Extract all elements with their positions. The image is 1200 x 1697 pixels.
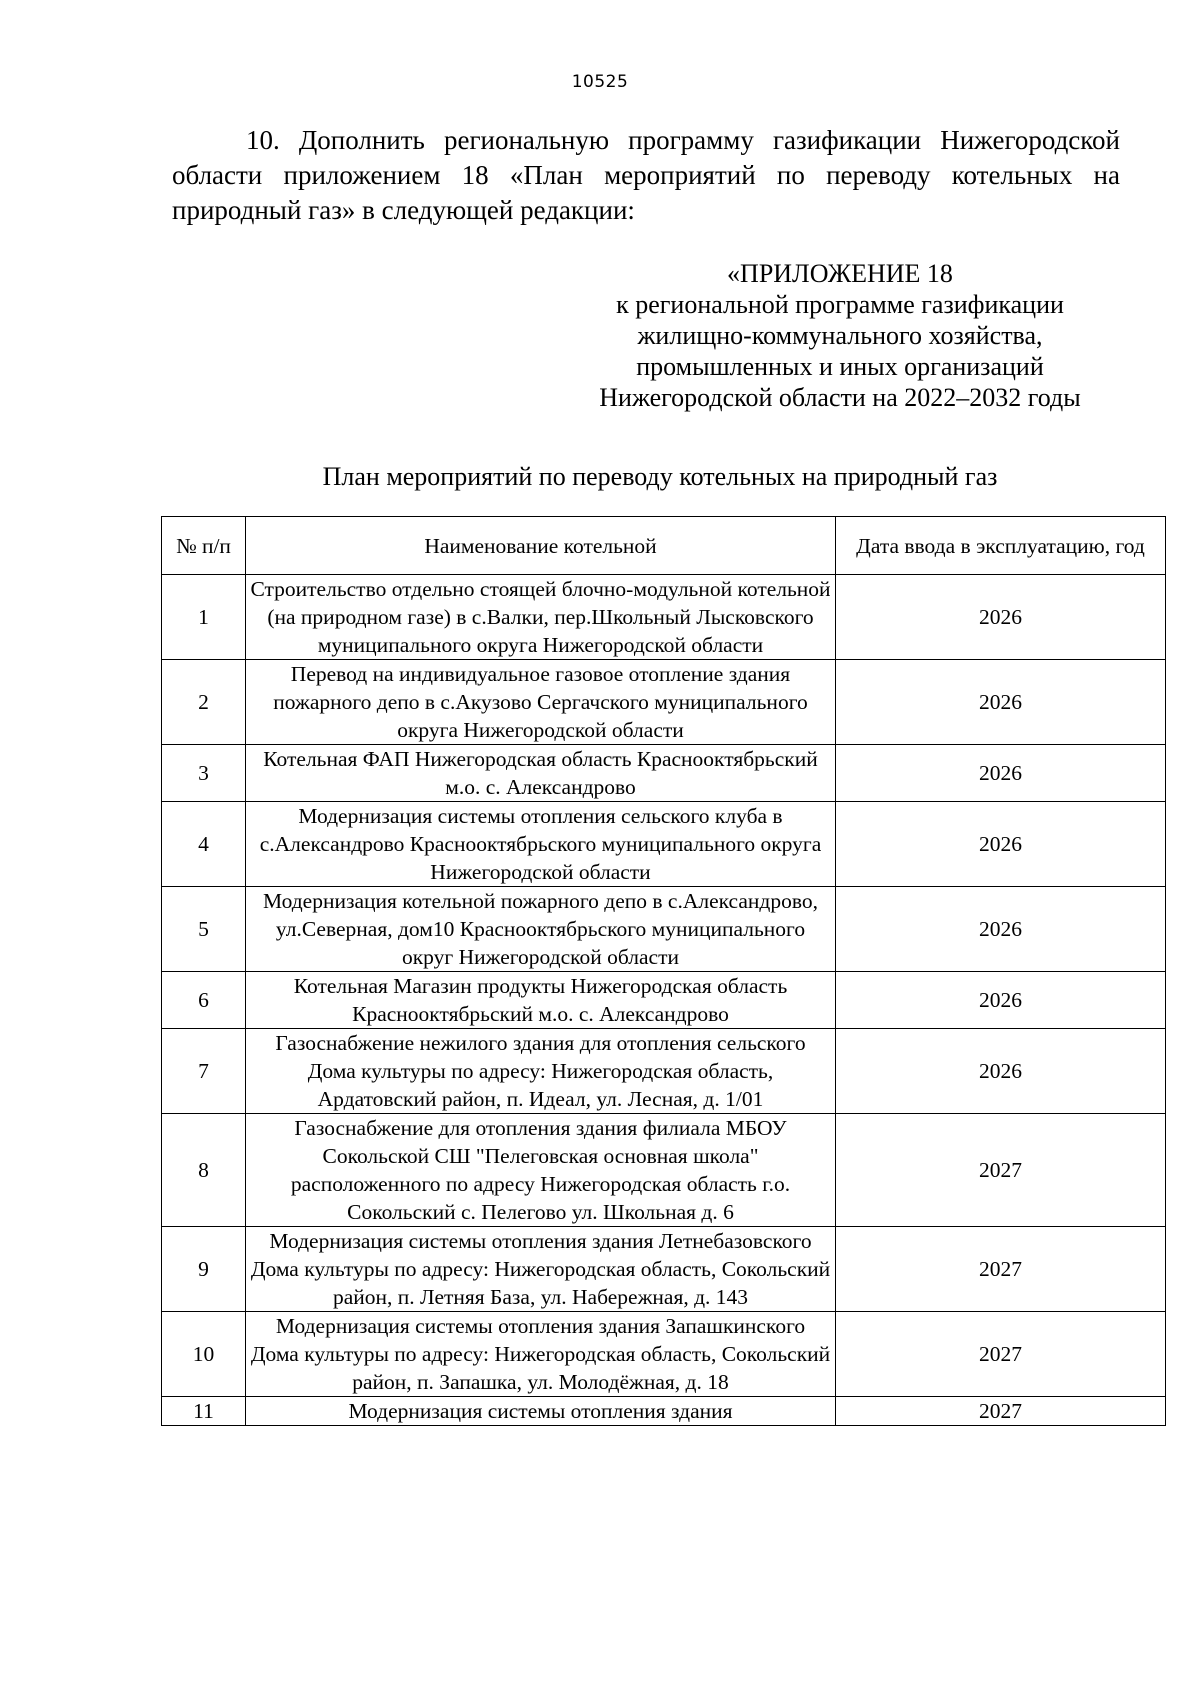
row-boiler-name: Газоснабжение для отопления здания филиала МБОУ Сокольской СШ "Пелеговская основная школа" расположенного по адресу Нижегородская область г.о. Сокольский с. Пелегово ул. Школьная д. 6 <box>246 1114 836 1227</box>
appendix-line: жилищно-коммунального хозяйства, <box>637 321 1043 350</box>
row-number: 8 <box>162 1114 246 1227</box>
row-year: 2027 <box>836 1227 1166 1312</box>
table-row <box>162 1227 1166 1312</box>
row-year: 2026 <box>836 887 1166 972</box>
table-row <box>162 575 1166 660</box>
table-header-row <box>162 517 1166 575</box>
row-boiler-name: Котельная ФАП Нижегородская область Краснооктябрьский м.о. с. Александрово <box>246 745 836 802</box>
intro-paragraph: 10. Дополнить региональную программу газификации Нижегородской области приложением 18 «План мероприятий по переводу котельных на природный газ» в следующей редакции: <box>172 125 1120 225</box>
row-number: 7 <box>162 1029 246 1114</box>
boiler-plan-table <box>161 516 1166 1426</box>
row-number: 4 <box>162 802 246 887</box>
header-number: № п/п <box>162 517 246 575</box>
row-number: 5 <box>162 887 246 972</box>
row-number: 1 <box>162 575 246 660</box>
appendix-line: промышленных и иных организаций <box>636 352 1044 381</box>
row-boiler-name: Газоснабжение нежилого здания для отопления сельского Дома культуры по адресу: Нижегородская область, Ардатовский район, п. Идеал, ул. Лесная, д. 1/01 <box>246 1029 836 1114</box>
row-number: 9 <box>162 1227 246 1312</box>
appendix-line: Нижегородской области на 2022–2032 годы <box>599 383 1081 412</box>
table-row <box>162 1312 1166 1397</box>
header-boiler-name: Наименование котельной <box>246 517 836 575</box>
header-commission-date: Дата ввода в эксплуатацию, год <box>836 517 1166 575</box>
table-row <box>162 1114 1166 1227</box>
table-row <box>162 1029 1166 1114</box>
row-number: 11 <box>162 1397 246 1426</box>
table-title: План мероприятий по переводу котельных на природный газ <box>322 462 998 491</box>
row-boiler-name: Перевод на индивидуальное газовое отопление здания пожарного депо в с.Акузово Сергачского муниципального округа Нижегородской области <box>246 660 836 745</box>
page-number: 10525 <box>571 72 629 92</box>
table-row <box>162 1397 1166 1426</box>
row-year: 2026 <box>836 972 1166 1029</box>
row-number: 6 <box>162 972 246 1029</box>
table-row <box>162 972 1166 1029</box>
table-row <box>162 887 1166 972</box>
row-boiler-name: Котельная Магазин продукты Нижегородская область Краснооктябрьский м.о. с. Александрово <box>246 972 836 1029</box>
row-year: 2027 <box>836 1312 1166 1397</box>
row-year: 2026 <box>836 1029 1166 1114</box>
table-row <box>162 660 1166 745</box>
table-row <box>162 745 1166 802</box>
row-boiler-name: Модернизация системы отопления сельского клуба в с.Александрово Краснооктябрьского муниципального округа Нижегородской области <box>246 802 836 887</box>
row-number: 2 <box>162 660 246 745</box>
row-number: 10 <box>162 1312 246 1397</box>
row-boiler-name: Модернизация системы отопления здания <box>246 1397 836 1426</box>
row-number: 3 <box>162 745 246 802</box>
appendix-header <box>570 258 1110 413</box>
row-year: 2026 <box>836 802 1166 887</box>
row-year: 2027 <box>836 1397 1166 1426</box>
table-body <box>162 575 1166 1426</box>
row-boiler-name: Строительство отдельно стоящей блочно-модульной котельной (на природном газе) в с.Валки, пер.Школьный Лысковского муниципального округа Нижегородской области <box>246 575 836 660</box>
row-year: 2027 <box>836 1114 1166 1227</box>
row-year: 2026 <box>836 575 1166 660</box>
row-boiler-name: Модернизация котельной пожарного депо в с.Александрово, ул.Северная, дом10 Краснооктябрьского муниципального округ Нижегородской области <box>246 887 836 972</box>
row-boiler-name: Модернизация системы отопления здания Запашкинского Дома культуры по адресу: Нижегородская область, Сокольский район, п. Запашка, ул. Молодёжная, д. 18 <box>246 1312 836 1397</box>
row-year: 2026 <box>836 660 1166 745</box>
appendix-line: «ПРИЛОЖЕНИЕ 18 <box>727 259 953 288</box>
row-boiler-name: Модернизация системы отопления здания Летнебазовского Дома культуры по адресу: Нижегородская область, Сокольский район, п. Летняя База, ул. Набережная, д. 143 <box>246 1227 836 1312</box>
row-year: 2026 <box>836 745 1166 802</box>
appendix-line: к региональной программе газификации <box>616 290 1064 319</box>
table-row <box>162 802 1166 887</box>
